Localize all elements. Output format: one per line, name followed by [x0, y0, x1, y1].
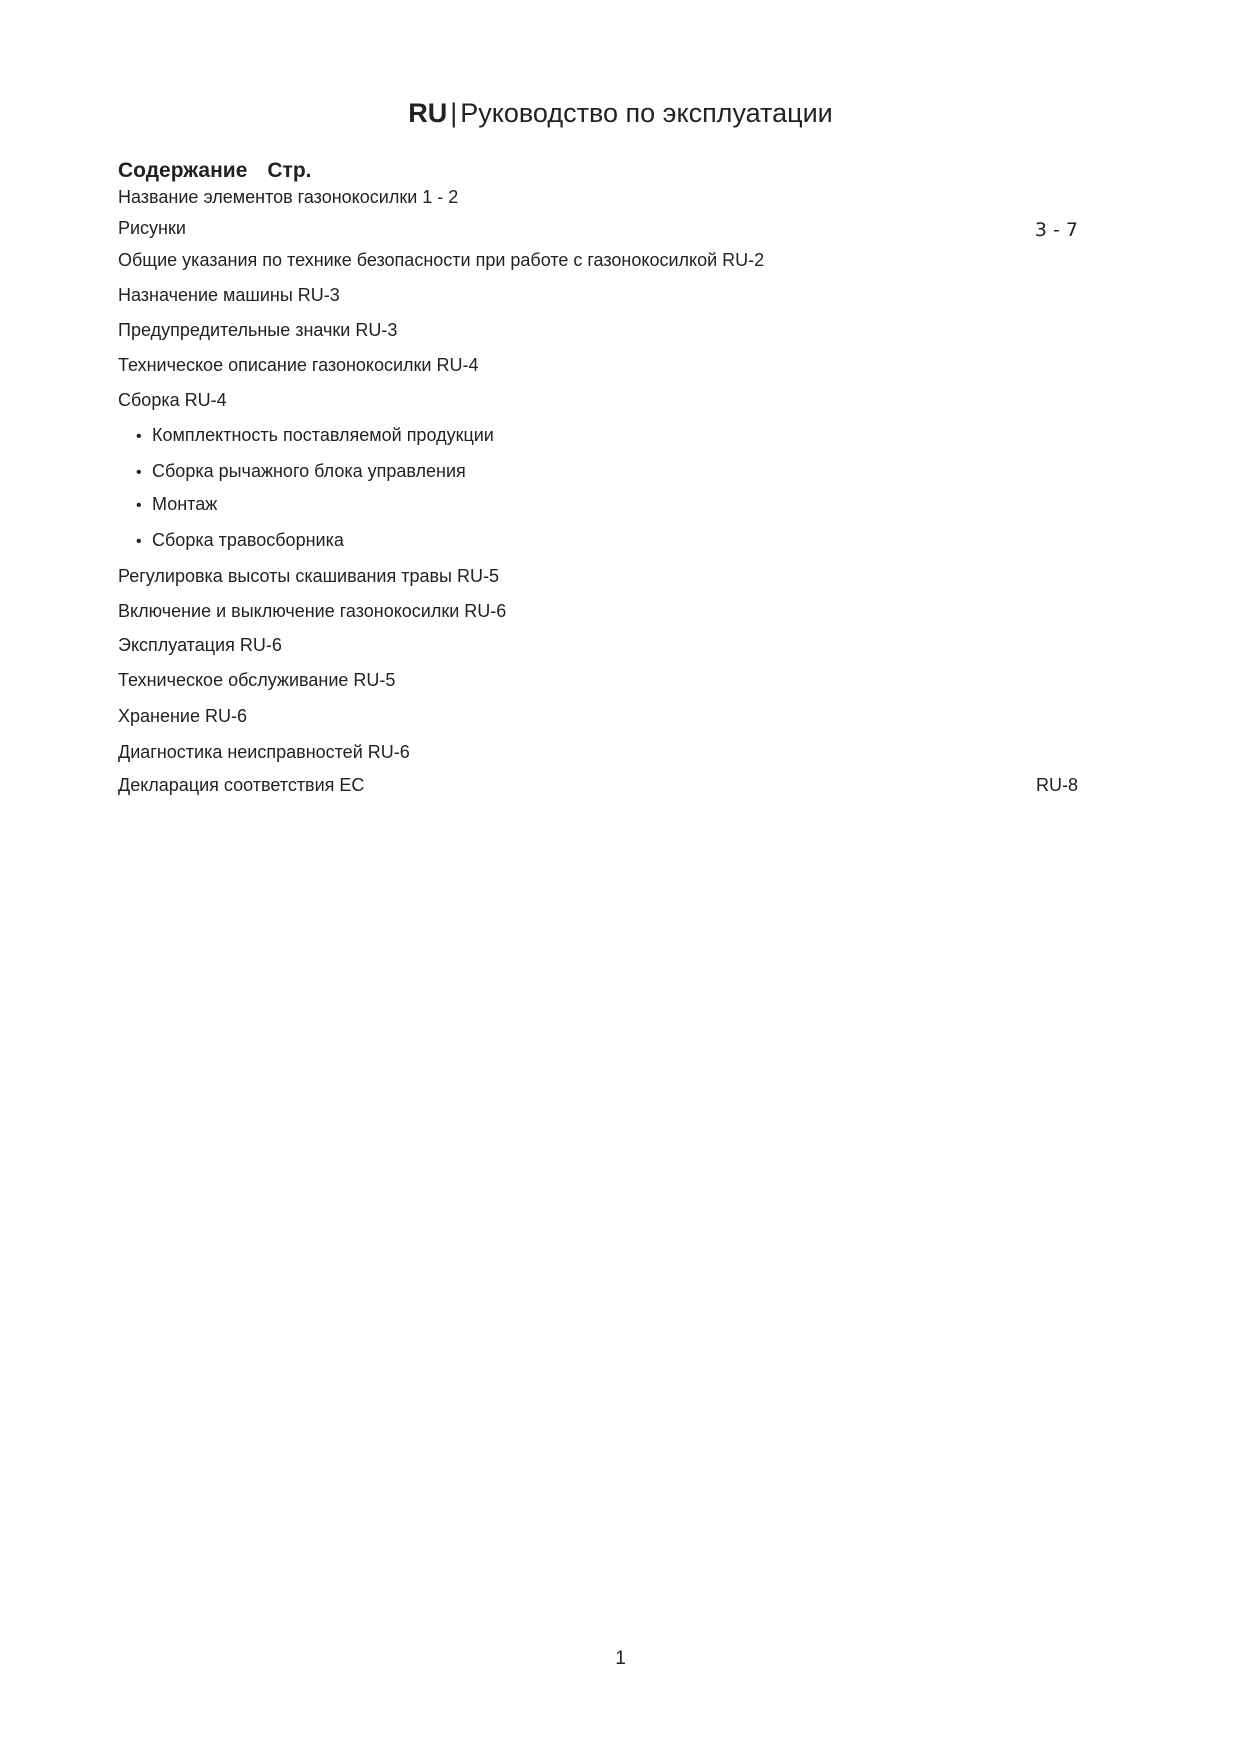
manual-title: Руководство по эксплуатации [460, 98, 833, 128]
toc-page-column-label: Стр. [267, 159, 312, 182]
toc-entry-text: Техническое описание газонокосилки RU-4 [118, 355, 479, 375]
toc-entry [118, 354, 1078, 376]
toc-entry-text: Сборка рычажного блока управления [152, 461, 466, 481]
toc-entry [118, 319, 1078, 341]
toc-subentry [136, 424, 1096, 448]
toc-entry [118, 249, 1078, 271]
toc-entry [118, 634, 1078, 656]
toc-entry-text: Монтаж [152, 494, 218, 514]
toc-entry-text: Сборка RU-4 [118, 390, 227, 410]
bullet-icon: • [136, 497, 142, 514]
toc-entry-text: Диагностика неисправностей RU-6 [118, 742, 410, 762]
toc-subentry [136, 529, 1096, 553]
toc-entry [118, 284, 1078, 306]
toc-entry-text: Название элементов газонокосилки 1 - 2 [118, 187, 459, 207]
toc-entry [118, 565, 1078, 587]
toc-heading-label: Содержание [118, 159, 248, 182]
toc-entry-text: Декларация соответствия ЕС [118, 775, 365, 795]
page-number: 1 [615, 1648, 626, 1669]
toc-entry-page: RU-8 [1035, 775, 1078, 795]
toc-entry-text: Комплектность поставляемой продукции [152, 425, 494, 445]
toc-entry [118, 217, 1078, 239]
toc-entry-page: 3 - 7 [1034, 219, 1078, 241]
toc-entry-text: Предупредительные значки RU-3 [118, 320, 398, 340]
bullet-icon: • [136, 428, 142, 445]
toc-entry [118, 669, 1078, 691]
toc-entry-text: Включение и выключение газонокосилки RU-6 [118, 601, 507, 621]
toc-heading [118, 158, 312, 184]
toc-entry [118, 600, 1078, 622]
title-separator: | [450, 98, 458, 128]
toc-entry-text: Хранение RU-6 [118, 706, 247, 726]
bullet-icon: • [136, 533, 142, 550]
language-code: RU [408, 98, 448, 128]
toc-entry-text: Техническое обслуживание RU-5 [118, 670, 396, 690]
toc-entry [118, 705, 1078, 727]
toc-subentry [136, 493, 1096, 517]
toc-entry-text: Рисунки [118, 218, 186, 238]
toc-entry-text: Общие указания по технике безопасности при работе с газонокосилкой RU-2 [118, 250, 765, 270]
toc-entry-text: Эксплуатация RU-6 [118, 635, 282, 655]
toc-entry [118, 774, 1078, 796]
page-title [0, 96, 1241, 130]
toc-entry [118, 741, 1078, 763]
toc-subentry [136, 460, 1096, 484]
toc-entry [118, 389, 1078, 411]
toc-entry-text: Назначение машины RU-3 [118, 285, 340, 305]
toc-entry [118, 186, 1078, 208]
bullet-icon: • [136, 464, 142, 481]
toc-entry-text: Сборка травосборника [152, 530, 344, 550]
toc-entry-text: Регулировка высоты скашивания травы RU-5 [118, 566, 499, 586]
